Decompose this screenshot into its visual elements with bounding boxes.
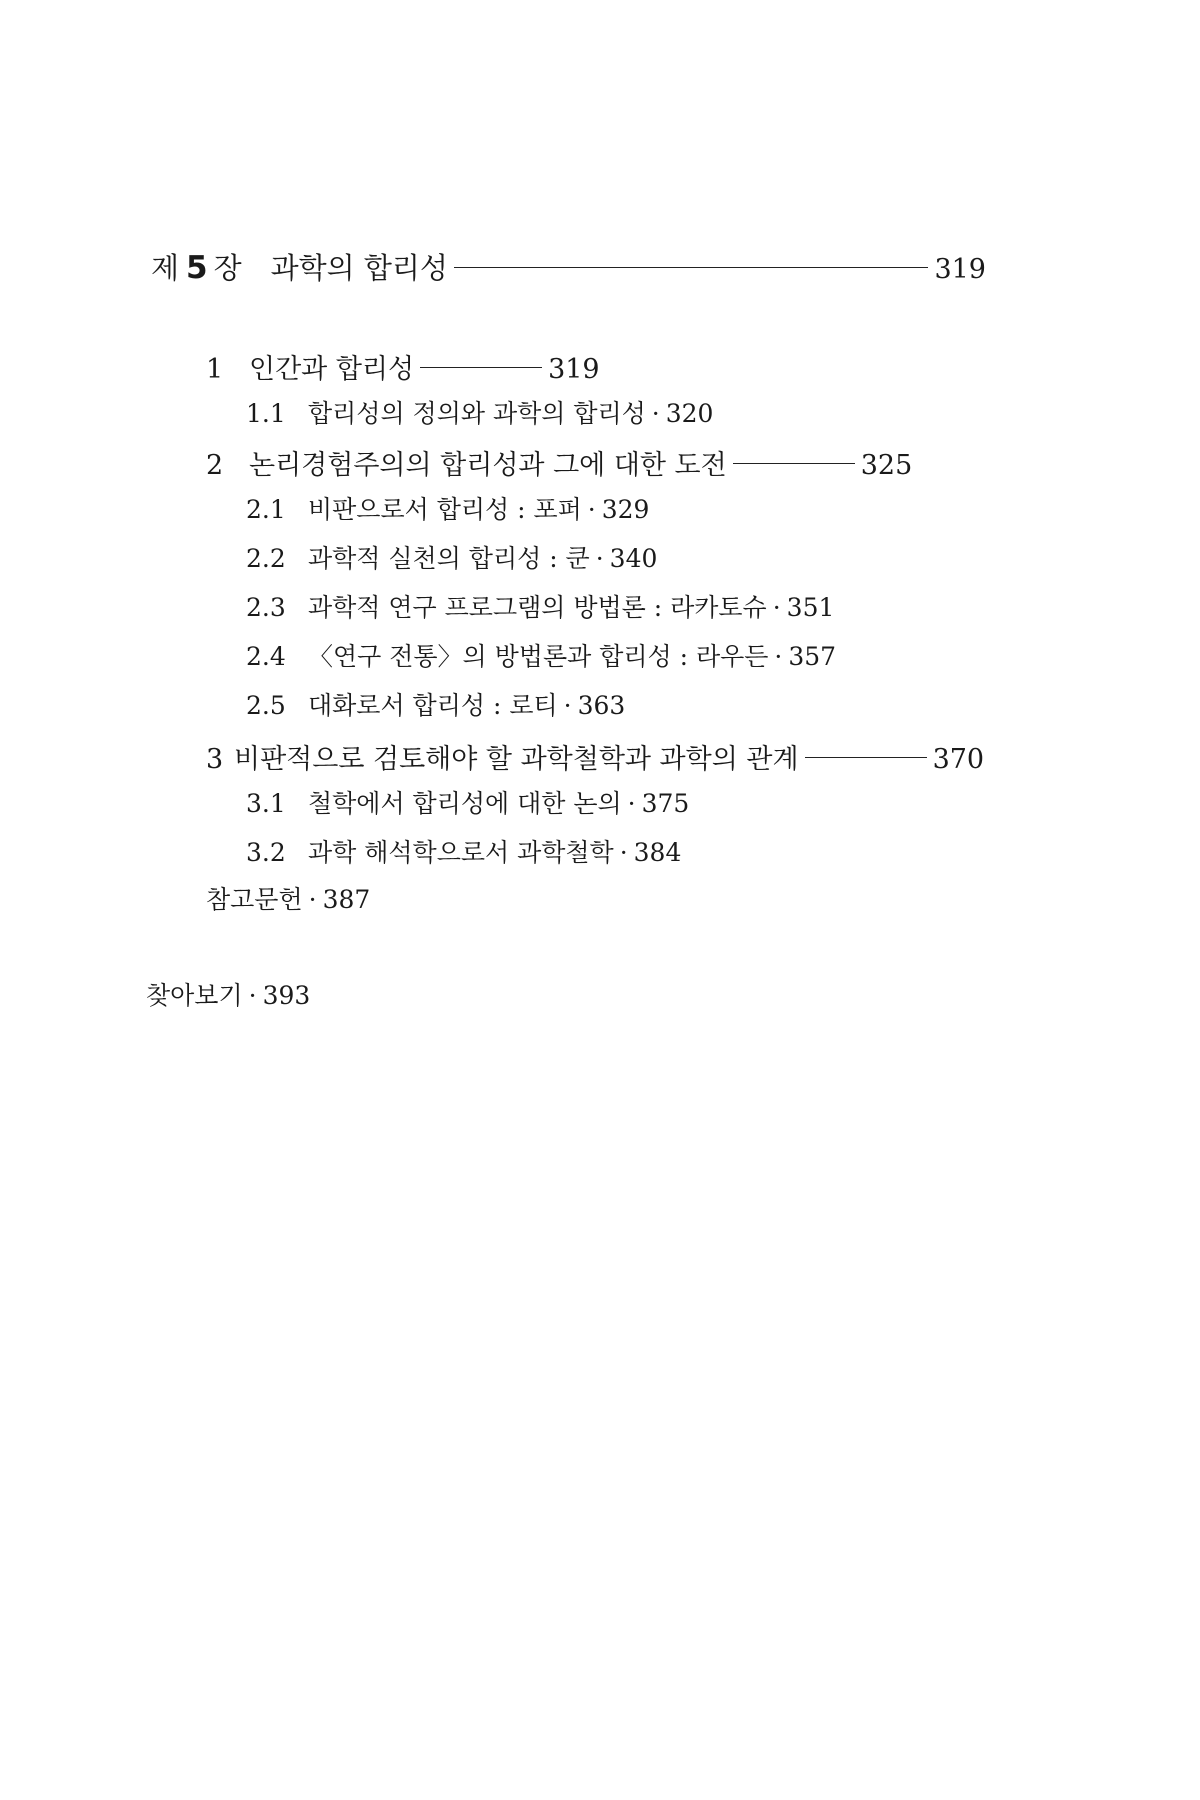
- toc-subsection[interactable]: [246, 490, 649, 526]
- page-number: 357: [788, 642, 837, 671]
- page-number: 351: [786, 593, 835, 622]
- toc-subsection[interactable]: [246, 539, 657, 575]
- toc-section[interactable]: [206, 443, 912, 482]
- separator-dot: ·: [248, 981, 257, 1010]
- chapter-heading: [151, 246, 986, 287]
- toc-subsection[interactable]: [246, 686, 625, 722]
- leader-line: [454, 267, 929, 268]
- chapter-label-suffix: 장: [213, 251, 243, 285]
- separator-dot: ·: [308, 885, 317, 914]
- subsection-title: 합리성의 정의와 과학의 합리성: [308, 399, 646, 428]
- subsection-index: 1.1: [246, 399, 286, 428]
- section-title: 인간과 합리성: [249, 354, 415, 385]
- toc-index[interactable]: [146, 976, 310, 1012]
- references-title: 참고문헌: [206, 885, 303, 914]
- separator-dot: ·: [651, 399, 660, 428]
- page-number: 319: [548, 354, 600, 385]
- page-number: 340: [609, 544, 658, 573]
- subsection-index: 2.1: [246, 495, 286, 524]
- subsection-index: 2.4: [246, 642, 286, 671]
- separator-dot: ·: [772, 593, 781, 622]
- toc-subsection[interactable]: [246, 588, 834, 624]
- toc-subsection[interactable]: [246, 784, 689, 820]
- toc-subsection[interactable]: [246, 833, 681, 869]
- subsection-title: 과학 해석학으로서 과학철학: [308, 838, 614, 867]
- separator-dot: ·: [563, 691, 572, 720]
- leader-line: [733, 463, 855, 464]
- page-number: 387: [322, 885, 371, 914]
- page-number: 384: [633, 838, 682, 867]
- section-index: 3: [206, 744, 224, 775]
- leader-line: [420, 367, 542, 368]
- subsection-index: 3.1: [246, 789, 286, 818]
- separator-dot: ·: [595, 544, 604, 573]
- page-number: 320: [665, 399, 714, 428]
- subsection-title: 대화로서 합리성 : 로티: [308, 691, 558, 720]
- subsection-title: 과학적 연구 프로그램의 방법론 : 라카토슈: [308, 593, 767, 622]
- separator-dot: ·: [627, 789, 636, 818]
- toc-subsection[interactable]: [246, 637, 836, 673]
- chapter-title[interactable]: 과학의 합리성: [270, 251, 448, 285]
- page-number: 375: [641, 789, 690, 818]
- subsection-title: 과학적 실천의 합리성 : 쿤: [308, 544, 590, 573]
- chapter-number: 5: [186, 250, 208, 286]
- subsection-title: 비판으로서 합리성 : 포퍼: [308, 495, 582, 524]
- page-number: 363: [577, 691, 626, 720]
- subsection-index: 2.3: [246, 593, 286, 622]
- page-number: 370: [932, 744, 985, 775]
- separator-dot: ·: [774, 642, 783, 671]
- subsection-title: 〈연구 전통〉의 방법론과 합리성 : 라우든: [308, 642, 769, 671]
- page-number: 329: [601, 495, 650, 524]
- toc-section[interactable]: [206, 737, 984, 776]
- toc-subsection[interactable]: [246, 394, 713, 430]
- page-number: 319: [934, 254, 986, 285]
- separator-dot: ·: [619, 838, 628, 867]
- chapter-label: 제: [151, 251, 181, 285]
- toc-references[interactable]: [206, 880, 370, 916]
- section-index: 1: [206, 354, 224, 385]
- section-title: 비판적으로 검토해야 할 과학철학과 과학의 관계: [234, 744, 799, 775]
- subsection-index: 3.2: [246, 838, 286, 867]
- page-number: 393: [262, 981, 311, 1010]
- subsection-index: 2.2: [246, 544, 286, 573]
- page-number: 325: [860, 450, 913, 481]
- leader-line: [805, 757, 927, 758]
- subsection-title: 철학에서 합리성에 대한 논의: [308, 789, 622, 818]
- separator-dot: ·: [587, 495, 596, 524]
- subsection-index: 2.5: [246, 691, 286, 720]
- toc-section[interactable]: [206, 347, 600, 386]
- section-title: 논리경험주의의 합리성과 그에 대한 도전: [249, 450, 727, 481]
- index-title: 찾아보기: [146, 981, 243, 1010]
- section-index: 2: [206, 450, 224, 481]
